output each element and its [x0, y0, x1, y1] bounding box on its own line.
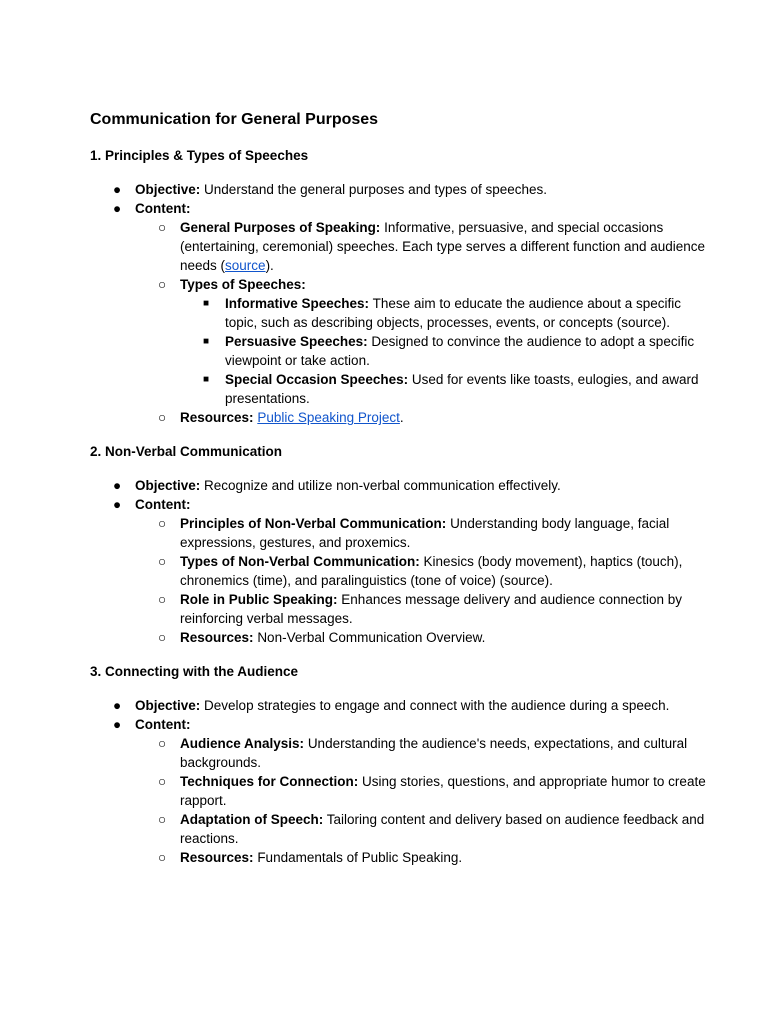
list-item: [135, 628, 708, 647]
list-item: [135, 275, 708, 408]
item-text: Tailoring content and delivery based on audience feedback and reactions.: [180, 812, 705, 846]
content-item: [90, 199, 708, 427]
objective-label: Objective:: [135, 478, 201, 493]
bullet-disc-icon: ●: [113, 717, 122, 732]
list-item: [135, 734, 708, 772]
item-label: Special Occasion Speeches:: [225, 372, 409, 387]
bullet-square-icon: ■: [203, 336, 210, 347]
bullet-disc-icon: ●: [113, 182, 122, 197]
bullet-square-icon: ■: [203, 298, 210, 309]
list-item: [135, 848, 708, 867]
list-item: [180, 370, 708, 408]
content-sublist: [135, 734, 708, 867]
list-item: [135, 810, 708, 848]
section-list-non-verbal: [90, 476, 708, 647]
objective-label: Objective:: [135, 182, 201, 197]
objective-item: [90, 696, 708, 715]
item-text: Used for events like toasts, eulogies, and award presentations.: [225, 372, 699, 406]
item-text: Informative, persuasive, and special occasions (entertaining, ceremonial) speeches. Each type serves a different function and audience needs (: [180, 220, 706, 273]
item-label: Role in Public Speaking:: [180, 592, 338, 607]
bullet-circle-icon: ○: [158, 630, 167, 645]
item-text: Designed to convince the audience to adopt a specific viewpoint or take action.: [225, 334, 695, 368]
item-label: Techniques for Connection:: [180, 774, 359, 789]
item-text: Understanding the audience's needs, expectations, and cultural backgrounds.: [180, 736, 688, 770]
section-heading-non-verbal: 2. Non-Verbal Communication: [90, 444, 283, 459]
item-label: General Purposes of Speaking:: [180, 220, 381, 235]
content-sublist: [135, 218, 708, 427]
bullet-circle-icon: ○: [158, 736, 167, 751]
item-text: Understanding body language, facial expressions, gestures, and proxemics.: [180, 516, 670, 550]
section-heading-principles: 1. Principles & Types of Speeches: [90, 148, 309, 163]
item-label: Resources:: [180, 630, 254, 645]
content-label: Content:: [135, 201, 191, 216]
item-text-suffix: ).: [265, 258, 274, 273]
content-label: Content:: [135, 717, 191, 732]
bullet-circle-icon: ○: [158, 812, 167, 827]
item-text: Enhances message delivery and audience connection by reinforcing verbal messages.: [180, 592, 683, 626]
bullet-disc-icon: ●: [113, 478, 122, 493]
objective-item: [90, 476, 708, 495]
bullet-disc-icon: ●: [113, 201, 122, 216]
public-speaking-project-link[interactable]: Public Speaking Project: [257, 410, 400, 425]
item-label: Persuasive Speeches:: [225, 334, 368, 349]
content-item: [90, 495, 708, 647]
item-label: Principles of Non-Verbal Communication:: [180, 516, 447, 531]
item-label: Resources:: [180, 410, 254, 425]
item-label: Adaptation of Speech:: [180, 812, 324, 827]
bullet-circle-icon: ○: [158, 410, 167, 425]
objective-text: Understand the general purposes and types of speeches.: [204, 182, 548, 197]
section-heading-audience: 3. Connecting with the Audience: [90, 664, 299, 679]
item-text: Non-Verbal Communication Overview.: [257, 630, 486, 645]
bullet-circle-icon: ○: [158, 850, 167, 865]
list-item: [135, 590, 708, 628]
item-text: Using stories, questions, and appropriate humor to create rapport.: [180, 774, 706, 808]
document-title: Communication for General Purposes: [90, 111, 379, 128]
item-text-suffix: .: [399, 410, 404, 425]
bullet-circle-icon: ○: [158, 220, 167, 235]
item-text: Fundamentals of Public Speaking.: [257, 850, 463, 865]
bullet-disc-icon: ●: [113, 497, 122, 512]
content-label: Content:: [135, 497, 191, 512]
section-list-principles: [90, 180, 708, 427]
bullet-circle-icon: ○: [158, 774, 167, 789]
objective-text: Recognize and utilize non-verbal communication effectively.: [204, 478, 561, 493]
list-item: [135, 552, 708, 590]
content-item: [90, 715, 708, 867]
content-sublist: [135, 514, 708, 647]
bullet-circle-icon: ○: [158, 554, 167, 569]
objective-label: Objective:: [135, 698, 201, 713]
bullet-circle-icon: ○: [158, 592, 167, 607]
objective-item: [90, 180, 708, 199]
bullet-square-icon: ■: [203, 374, 210, 385]
list-item: [180, 332, 708, 370]
list-item: [135, 772, 708, 810]
item-label: Resources:: [180, 850, 254, 865]
list-item: [180, 294, 708, 332]
list-item: [135, 218, 708, 275]
item-text: Kinesics (body movement), haptics (touch), chronemics (time), and paralinguistics (tone of voice) (source).: [180, 554, 683, 588]
list-item: [135, 408, 708, 427]
bullet-circle-icon: ○: [158, 516, 167, 531]
bullet-disc-icon: ●: [113, 698, 122, 713]
speech-types-sublist: [180, 294, 708, 408]
objective-text: Develop strategies to engage and connect with the audience during a speech.: [204, 698, 670, 713]
item-label: Types of Non-Verbal Communication:: [180, 554, 420, 569]
item-label: Informative Speeches:: [225, 296, 370, 311]
list-item: [135, 514, 708, 552]
bullet-circle-icon: ○: [158, 277, 167, 292]
item-text: These aim to educate the audience about a specific topic, such as describing objects, processes, events, or concepts (source).: [225, 296, 682, 330]
section-list-audience: [90, 696, 708, 867]
item-label: Types of Speeches:: [180, 277, 306, 292]
source-link[interactable]: source: [225, 258, 266, 273]
item-label: Audience Analysis:: [180, 736, 305, 751]
